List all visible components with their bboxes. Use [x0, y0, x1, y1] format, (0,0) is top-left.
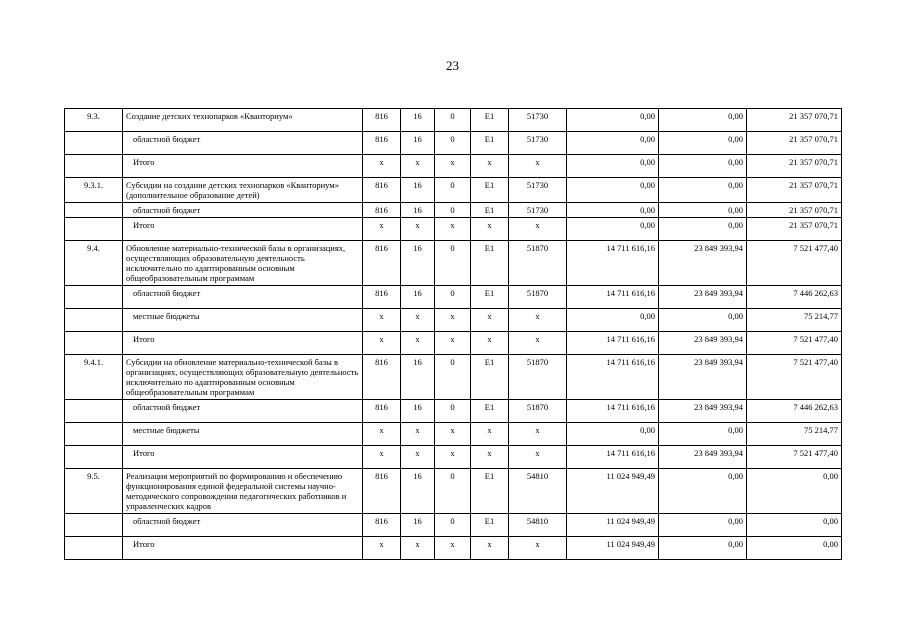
cell-v2: 23 849 393,94	[659, 355, 747, 400]
cell-v1: 0,00	[567, 309, 659, 332]
cell-v2: 23 849 393,94	[659, 241, 747, 286]
cell-v1: 0,00	[567, 132, 659, 155]
cell-v3: 7 521 477,40	[747, 332, 842, 355]
cell-num	[65, 332, 123, 355]
cell-c3: 0	[435, 178, 471, 203]
cell-c3: 0	[435, 355, 471, 400]
table-row	[65, 332, 842, 355]
cell-c5: 51870	[509, 286, 567, 309]
cell-c2: x	[401, 309, 435, 332]
cell-v1: 14 711 616,16	[567, 446, 659, 469]
cell-c2: x	[401, 537, 435, 560]
cell-v1: 0,00	[567, 218, 659, 241]
cell-v1: 11 024 949,49	[567, 537, 659, 560]
budget-table	[64, 108, 842, 560]
cell-v2: 0,00	[659, 155, 747, 178]
cell-num: 9.5.	[65, 469, 123, 514]
table-row	[65, 423, 842, 446]
cell-c1: 816	[363, 469, 401, 514]
cell-c4: E1	[471, 241, 509, 286]
cell-c2: 16	[401, 400, 435, 423]
cell-name: Субсидии на обновление материально-технической базы в организациях, осуществляющих образовательную деятельность исключительно по адаптированным основным общеобразовательным программам	[123, 355, 363, 400]
cell-c3: 0	[435, 514, 471, 537]
cell-v3: 75 214,77	[747, 423, 842, 446]
cell-c1: 816	[363, 178, 401, 203]
cell-c3: x	[435, 309, 471, 332]
cell-c5: x	[509, 218, 567, 241]
cell-v1: 14 711 616,16	[567, 332, 659, 355]
cell-v2: 0,00	[659, 537, 747, 560]
cell-c2: x	[401, 446, 435, 469]
cell-v2: 0,00	[659, 178, 747, 203]
cell-c2: 16	[401, 514, 435, 537]
table-row	[65, 155, 842, 178]
cell-c2: x	[401, 332, 435, 355]
cell-c2: 16	[401, 109, 435, 132]
cell-c4: x	[471, 309, 509, 332]
cell-c4: E1	[471, 355, 509, 400]
cell-c3: x	[435, 218, 471, 241]
cell-c5: 51870	[509, 400, 567, 423]
cell-c5: 54810	[509, 514, 567, 537]
cell-v3: 7 446 262,63	[747, 400, 842, 423]
cell-c4: E1	[471, 203, 509, 218]
table-row	[65, 218, 842, 241]
cell-c5: 51870	[509, 355, 567, 400]
cell-v3: 7 521 477,40	[747, 446, 842, 469]
cell-c2: 16	[401, 355, 435, 400]
cell-v1: 14 711 616,16	[567, 286, 659, 309]
cell-c1: x	[363, 446, 401, 469]
cell-v3: 7 521 477,40	[747, 355, 842, 400]
cell-c3: 0	[435, 132, 471, 155]
cell-v3: 21 357 070,71	[747, 218, 842, 241]
cell-c1: 816	[363, 400, 401, 423]
cell-num: 9.4.1.	[65, 355, 123, 400]
cell-c1: x	[363, 155, 401, 178]
cell-c1: 816	[363, 203, 401, 218]
cell-c4: x	[471, 446, 509, 469]
cell-c5: x	[509, 423, 567, 446]
cell-c4: E1	[471, 400, 509, 423]
cell-c1: x	[363, 309, 401, 332]
cell-c4: x	[471, 155, 509, 178]
table-row	[65, 469, 842, 514]
cell-v3: 21 357 070,71	[747, 178, 842, 203]
cell-c2: x	[401, 423, 435, 446]
cell-name: Создание детских технопарков «Кванториум»	[123, 109, 363, 132]
table-row	[65, 286, 842, 309]
cell-v2: 0,00	[659, 218, 747, 241]
cell-name: местные бюджеты	[123, 423, 363, 446]
cell-c1: 816	[363, 241, 401, 286]
cell-v1: 0,00	[567, 155, 659, 178]
cell-v3: 21 357 070,71	[747, 203, 842, 218]
cell-v3: 7 521 477,40	[747, 241, 842, 286]
cell-c4: E1	[471, 469, 509, 514]
table-row	[65, 514, 842, 537]
cell-c4: E1	[471, 109, 509, 132]
cell-c3: x	[435, 537, 471, 560]
cell-c5: 51730	[509, 132, 567, 155]
cell-c3: 0	[435, 109, 471, 132]
cell-v2: 0,00	[659, 203, 747, 218]
table-row	[65, 241, 842, 286]
cell-c3: x	[435, 155, 471, 178]
cell-num	[65, 309, 123, 332]
cell-num	[65, 218, 123, 241]
cell-name: Итого	[123, 155, 363, 178]
cell-c4: x	[471, 537, 509, 560]
cell-num	[65, 286, 123, 309]
cell-c4: x	[471, 423, 509, 446]
cell-v1: 0,00	[567, 178, 659, 203]
cell-c4: E1	[471, 286, 509, 309]
cell-num	[65, 132, 123, 155]
cell-v1: 11 024 949,49	[567, 469, 659, 514]
cell-v1: 14 711 616,16	[567, 355, 659, 400]
cell-num	[65, 514, 123, 537]
cell-v1: 0,00	[567, 423, 659, 446]
cell-c1: 816	[363, 355, 401, 400]
cell-num	[65, 400, 123, 423]
cell-c5: 51730	[509, 178, 567, 203]
cell-num	[65, 537, 123, 560]
cell-c2: 16	[401, 241, 435, 286]
cell-c1: 816	[363, 132, 401, 155]
cell-num: 9.3.	[65, 109, 123, 132]
cell-c4: E1	[471, 514, 509, 537]
cell-c1: x	[363, 423, 401, 446]
cell-c5: 51730	[509, 109, 567, 132]
cell-v3: 21 357 070,71	[747, 155, 842, 178]
cell-c5: 51870	[509, 241, 567, 286]
cell-c5: 54810	[509, 469, 567, 514]
cell-c3: 0	[435, 203, 471, 218]
cell-v3: 21 357 070,71	[747, 109, 842, 132]
table-row	[65, 109, 842, 132]
cell-num	[65, 155, 123, 178]
cell-c1: x	[363, 332, 401, 355]
table-row	[65, 132, 842, 155]
cell-v3: 7 446 262,63	[747, 286, 842, 309]
cell-v2: 23 849 393,94	[659, 446, 747, 469]
cell-c5: 51730	[509, 203, 567, 218]
table-row	[65, 203, 842, 218]
cell-v1: 14 711 616,16	[567, 241, 659, 286]
cell-c4: E1	[471, 178, 509, 203]
cell-c3: 0	[435, 241, 471, 286]
cell-num: 9.3.1.	[65, 178, 123, 203]
cell-name: Итого	[123, 446, 363, 469]
cell-name: областной бюджет	[123, 400, 363, 423]
cell-name: Обновление материально-технической базы в организациях, осуществляющих образовательную деятельность исключительно по адаптированным основным общеобразовательным программам	[123, 241, 363, 286]
cell-c2: 16	[401, 286, 435, 309]
cell-v2: 0,00	[659, 514, 747, 537]
cell-v3: 0,00	[747, 469, 842, 514]
table-row	[65, 446, 842, 469]
cell-c2: x	[401, 155, 435, 178]
cell-v1: 14 711 616,16	[567, 400, 659, 423]
cell-c2: x	[401, 218, 435, 241]
cell-c5: x	[509, 332, 567, 355]
cell-c1: 816	[363, 514, 401, 537]
cell-v3: 0,00	[747, 537, 842, 560]
cell-v2: 23 849 393,94	[659, 400, 747, 423]
cell-v2: 23 849 393,94	[659, 286, 747, 309]
cell-name: Итого	[123, 537, 363, 560]
cell-c5: x	[509, 537, 567, 560]
cell-c2: 16	[401, 178, 435, 203]
table-row	[65, 178, 842, 203]
cell-c3: x	[435, 423, 471, 446]
cell-c3: 0	[435, 400, 471, 423]
cell-c1: x	[363, 218, 401, 241]
cell-c3: x	[435, 332, 471, 355]
table-row	[65, 537, 842, 560]
cell-v1: 11 024 949,49	[567, 514, 659, 537]
cell-name: местные бюджеты	[123, 309, 363, 332]
cell-name: Итого	[123, 332, 363, 355]
cell-v2: 23 849 393,94	[659, 332, 747, 355]
cell-v1: 0,00	[567, 109, 659, 132]
cell-num	[65, 423, 123, 446]
table-row	[65, 355, 842, 400]
cell-v2: 0,00	[659, 109, 747, 132]
cell-c3: x	[435, 446, 471, 469]
cell-c2: 16	[401, 469, 435, 514]
cell-v2: 0,00	[659, 132, 747, 155]
cell-c3: 0	[435, 286, 471, 309]
cell-c5: x	[509, 155, 567, 178]
cell-name: областной бюджет	[123, 286, 363, 309]
cell-name: областной бюджет	[123, 514, 363, 537]
cell-num: 9.4.	[65, 241, 123, 286]
cell-num	[65, 203, 123, 218]
cell-v3: 75 214,77	[747, 309, 842, 332]
cell-name: областной бюджет	[123, 203, 363, 218]
cell-c2: 16	[401, 203, 435, 218]
cell-c4: E1	[471, 132, 509, 155]
cell-c1: 816	[363, 286, 401, 309]
cell-c2: 16	[401, 132, 435, 155]
cell-c1: 816	[363, 109, 401, 132]
cell-c4: x	[471, 332, 509, 355]
cell-c5: x	[509, 446, 567, 469]
cell-v2: 0,00	[659, 309, 747, 332]
cell-name: Итого	[123, 218, 363, 241]
cell-num	[65, 446, 123, 469]
cell-v2: 0,00	[659, 423, 747, 446]
cell-c1: x	[363, 537, 401, 560]
cell-name: Субсидии на создание детских технопарков «Кванториум» (дополнительное образование детей)	[123, 178, 363, 203]
cell-c3: 0	[435, 469, 471, 514]
cell-v1: 0,00	[567, 203, 659, 218]
cell-v3: 21 357 070,71	[747, 132, 842, 155]
page-number: 23	[446, 58, 459, 73]
cell-c4: x	[471, 218, 509, 241]
cell-v3: 0,00	[747, 514, 842, 537]
table-row	[65, 309, 842, 332]
cell-v2: 0,00	[659, 469, 747, 514]
table-row	[65, 400, 842, 423]
cell-name: Реализация мероприятий по формированию и обеспечению функционирования единой федеральной системы научно-методического сопровождения педагогических работников и управленческих кадров	[123, 469, 363, 514]
cell-c5: x	[509, 309, 567, 332]
cell-name: областной бюджет	[123, 132, 363, 155]
